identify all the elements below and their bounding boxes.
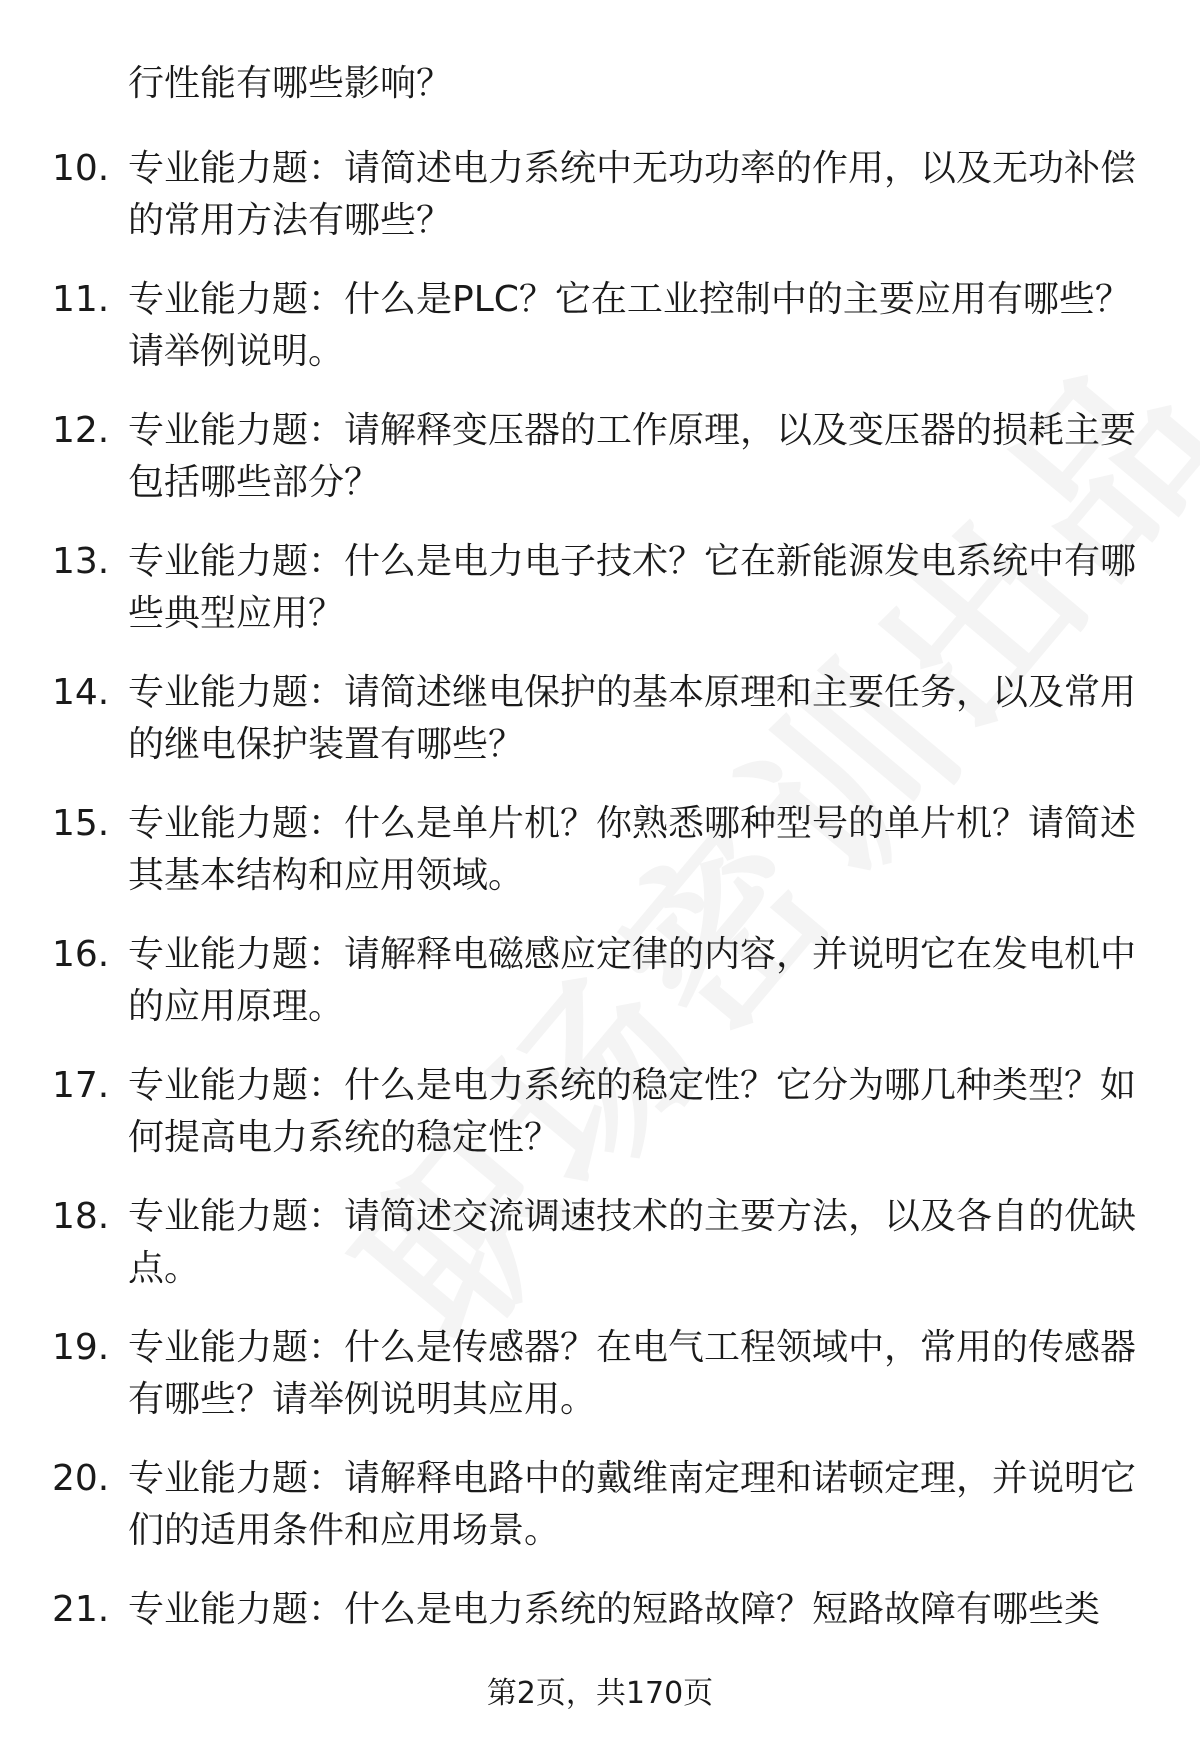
list-item	[0, 1453, 1200, 1584]
question-number: 12.	[52, 410, 110, 451]
continuation-text: 行性能有哪些影响？	[128, 63, 453, 104]
question-text: 专业能力题：什么是电力系统的短路故障？短路故障有哪些类	[128, 1589, 1101, 1630]
list-item	[0, 1191, 1200, 1322]
question-text: 专业能力题：请简述继电保护的基本原理和主要任务，以及常用的继电保护装置有哪些？	[128, 672, 1137, 765]
question-number: 16.	[52, 934, 110, 975]
question-number: 10.	[52, 148, 110, 189]
list-item	[0, 405, 1200, 536]
question-number: 14.	[52, 672, 110, 713]
page-footer: 第2页，共170页	[486, 1676, 714, 1711]
question-text: 专业能力题：什么是电力电子技术？它在新能源发电系统中有哪些典型应用？	[128, 541, 1137, 634]
question-text: 专业能力题：请解释电路中的戴维南定理和诺顿定理，并说明它们的适用条件和应用场景。	[128, 1458, 1137, 1551]
list-item	[0, 1322, 1200, 1453]
question-number: 19.	[52, 1327, 110, 1368]
question-text: 专业能力题：什么是单片机？你熟悉哪种型号的单片机？请简述其基本结构和应用领域。	[128, 803, 1137, 896]
question-number: 15.	[52, 803, 110, 844]
question-text: 专业能力题：什么是PLC？它在工业控制中的主要应用有哪些？请举例说明。	[128, 279, 1131, 372]
question-text: 专业能力题：请解释电磁感应定律的内容，并说明它在发电机中的应用原理。	[128, 934, 1137, 1027]
list-item	[0, 667, 1200, 798]
question-number: 18.	[52, 1196, 110, 1237]
list-item	[0, 1060, 1200, 1191]
question-text: 专业能力题：请解释变压器的工作原理，以及变压器的损耗主要包括哪些部分？	[128, 410, 1137, 503]
question-text: 专业能力题：请简述交流调速技术的主要方法，以及各自的优缺点。	[128, 1196, 1137, 1289]
question-number: 17.	[52, 1065, 110, 1106]
list-item	[0, 536, 1200, 667]
question-text: 专业能力题：什么是传感器？在电气工程领域中，常用的传感器有哪些？请举例说明其应用。	[128, 1327, 1137, 1420]
question-number: 13.	[52, 541, 110, 582]
list-item	[0, 929, 1200, 1060]
list-item	[0, 274, 1200, 405]
question-text: 专业能力题：请简述电力系统中无功功率的作用，以及无功补偿的常用方法有哪些？	[128, 148, 1137, 241]
question-list	[0, 143, 1200, 1715]
question-number: 11.	[52, 279, 110, 320]
question-text: 专业能力题：什么是电力系统的稳定性？它分为哪几种类型？如何提高电力系统的稳定性？	[128, 1065, 1137, 1158]
list-item	[0, 798, 1200, 929]
question-number: 21.	[52, 1589, 110, 1630]
list-item	[0, 143, 1200, 274]
question-number: 20.	[52, 1458, 110, 1499]
